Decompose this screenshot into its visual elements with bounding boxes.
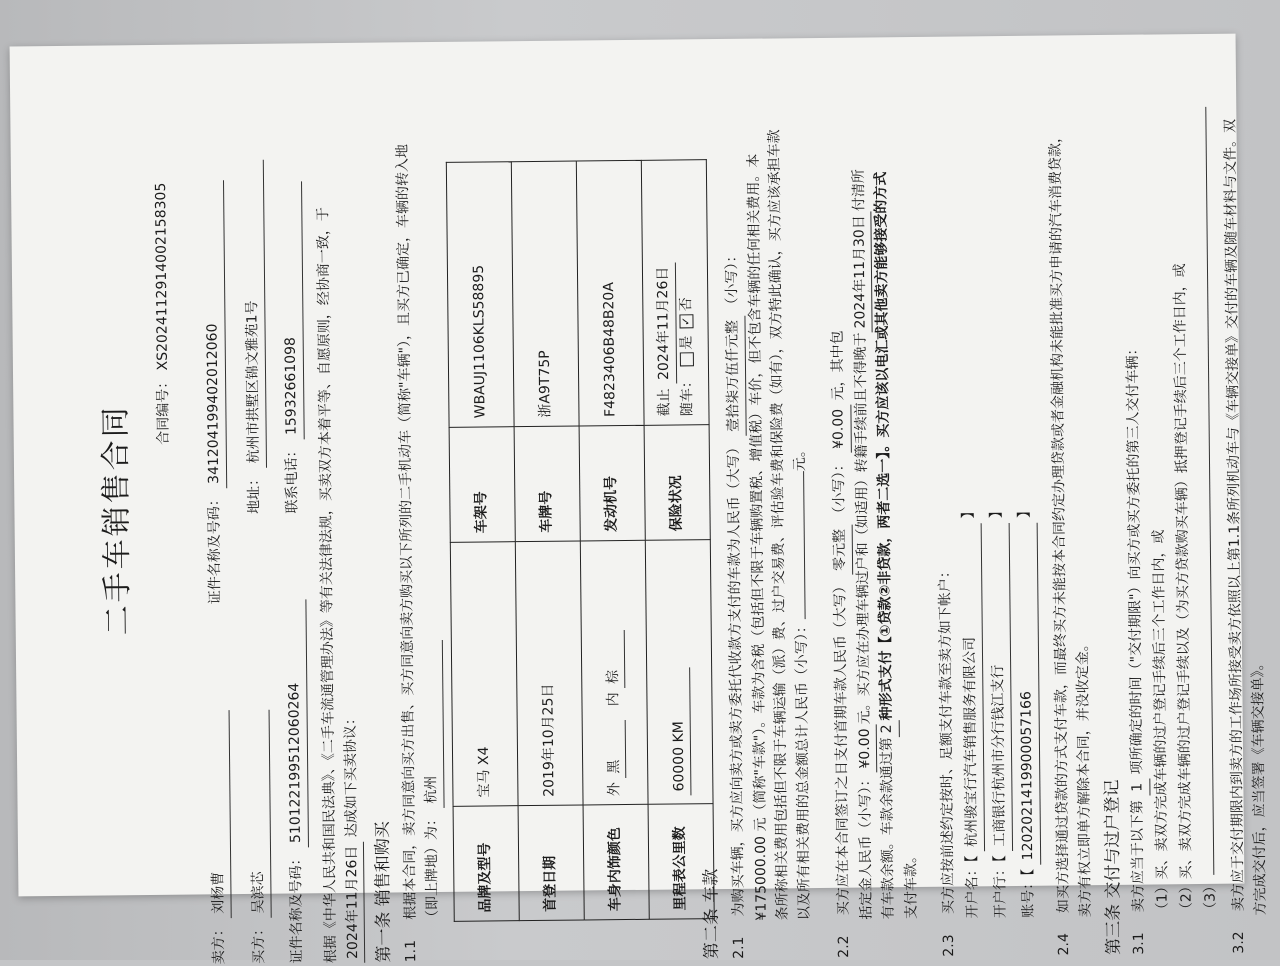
payment-method: 2 bbox=[877, 720, 900, 737]
address-line bbox=[241, 159, 267, 514]
vin-label: 车架号 bbox=[449, 426, 515, 542]
article-1-title: 第一条 销售和购买 bbox=[372, 821, 395, 963]
buyer-id-line bbox=[283, 599, 310, 964]
clause-text: 以及所有相关费用的总金额总计人民币（小写）： bbox=[793, 619, 813, 921]
account-number-label: 账号：【 bbox=[1020, 868, 1037, 918]
clause-text: （小写）： bbox=[830, 457, 848, 521]
vin-value: WBAUJ1106KLS58895 bbox=[446, 162, 514, 427]
account-number-line bbox=[1014, 504, 1041, 918]
vehicle-table bbox=[446, 159, 715, 922]
brand-label: 品牌及型号 bbox=[453, 806, 519, 922]
insurance-value bbox=[641, 160, 709, 425]
delivery-option-2: （2）买、卖双方完成车辆的过户登记手续以及（为买方贷款购买车辆）抵押登记手续后三个工作日内，或 bbox=[1171, 263, 1195, 917]
delivery-option: 1 bbox=[1127, 779, 1150, 796]
bank-label: 开户行：【 bbox=[992, 855, 1009, 919]
bracket: 】 bbox=[1016, 503, 1033, 519]
yes-checkbox bbox=[679, 353, 693, 367]
preamble-text: 根据《中华人民共和国民法典》、《二手车流通管理办法》等有关法律法规，买卖双方本着平等、自愿原则，经协商一致，于 bbox=[315, 207, 340, 964]
option-3-label: （3） bbox=[1202, 878, 1219, 916]
address-value: 杭州市拱墅区锦文雅苑1号 bbox=[241, 159, 267, 467]
buyer-id-value: 510122199512060264 bbox=[283, 599, 308, 847]
interior-color: 棕 bbox=[602, 630, 625, 688]
clause-2-3 bbox=[935, 564, 961, 957]
clause-text: ¥175000.00 元（简称"车款"）。车款为含税（包括但不限于车辆购置税、增值税）车价，但不包含车辆的任何相关费用。本 bbox=[745, 153, 770, 921]
clause-text: 卖方有权立即单方解除本合同，并没收定金。 bbox=[1074, 637, 1094, 918]
clause-text: 项所确定的时间（"交付期限"）向买方或买方委托的第三人交付车辆： bbox=[1124, 341, 1146, 775]
clause-number: 1.1 bbox=[402, 939, 420, 963]
until-label: 截止 bbox=[656, 388, 673, 417]
clause-2-4 bbox=[1045, 75, 1098, 955]
exterior-label: 外 bbox=[605, 782, 623, 797]
buyer-label: 买方： bbox=[250, 921, 268, 964]
preamble-end: 达成如下买卖协议： bbox=[342, 711, 360, 838]
clause-number: 3.2 bbox=[1230, 931, 1248, 954]
exterior-color: 黑 bbox=[603, 720, 626, 778]
clause-3-1 bbox=[1123, 341, 1152, 954]
clause-text: 元。 bbox=[791, 443, 809, 472]
clause-text: （小写）： bbox=[723, 248, 741, 312]
clause-text: 卖方应于交付期限内到卖方的工作场所接受卖方依照以上第1.1条所列机动车与《车辆交接单》交付的车辆及随车材料与文件。双 bbox=[1222, 118, 1247, 912]
no-checkbox-checked: ✓ bbox=[679, 314, 693, 328]
address-label: 地址： bbox=[246, 471, 263, 514]
mileage-number: 60000 KM bbox=[668, 667, 692, 795]
seller-id-line bbox=[201, 180, 228, 605]
with-car-label: 随车： bbox=[678, 374, 695, 417]
buyer-id-label: 证件名称及号码： bbox=[288, 851, 306, 964]
clause-2-1-body bbox=[743, 78, 817, 959]
clause-text: 条所称相关费用包括但不限于车辆运输（派）费、过户交易费、评估验车费和保险费（如有），双方特此确认，买方应该承担车款 bbox=[766, 129, 792, 921]
contract-number-value: XS20241129140021​58305 bbox=[153, 182, 171, 371]
contract-number bbox=[151, 183, 175, 445]
clause-number: 2.2 bbox=[835, 935, 853, 958]
seller-line bbox=[207, 710, 232, 965]
yes-label: 是 bbox=[678, 335, 695, 350]
delivery-option-1: （1）买、卖双方完成车辆的过户登记手续后三个工作日内，或 bbox=[1150, 529, 1171, 917]
price-uppercase: 壹拾柒万伍仟元整 bbox=[722, 316, 746, 436]
bank-value: 工商银行杭州市分行钱江支行 bbox=[987, 523, 1013, 851]
table-row bbox=[446, 162, 519, 922]
table-row bbox=[576, 160, 649, 920]
clause-number: 3.1 bbox=[1130, 932, 1148, 955]
contract-title: 二手车销售合同 bbox=[98, 404, 136, 636]
preamble bbox=[312, 83, 366, 963]
preamble-date: 2024年11月26日 bbox=[342, 842, 366, 963]
clause-text: 如买方选择通过贷款的方式支付车款，而最终买方未能按本合同约定办理贷款或者金融机构未能批准买方申请的汽车消费贷款， bbox=[1047, 128, 1072, 914]
place-label: （即上牌地）为： bbox=[423, 811, 441, 925]
table-row bbox=[511, 161, 584, 921]
color-value bbox=[580, 540, 648, 805]
clause-text: 为购买车辆，买方应向卖方或卖方委托代收款方支付的车款为人民币（大写） bbox=[725, 440, 747, 917]
paper-sheet bbox=[10, 34, 1269, 965]
clause-text: 种形式支付【①贷款②非贷款，两者二选一】。买方应该以电汇或其他卖方能够接受的方式 bbox=[873, 171, 896, 721]
account-name-line bbox=[958, 504, 985, 918]
insurance-with-car bbox=[674, 168, 698, 416]
clause-1-1 bbox=[392, 82, 423, 962]
account-name-value: 杭州骏宝行汽车销售服务有限公司 bbox=[959, 523, 985, 851]
clause-text: 买方应按前述约定按时、足额支付车款至卖方如下帐户： bbox=[937, 564, 957, 915]
seller-id-label: 证件名称及号码： bbox=[206, 492, 224, 605]
seller-id-value: 341204199402012060 bbox=[201, 180, 227, 488]
bracket: 】 bbox=[960, 504, 977, 519]
down-payment-small: ¥0.00 bbox=[828, 405, 851, 453]
deposit-amount: ¥0.00 bbox=[854, 724, 877, 772]
seller-name: 刘杨曹 bbox=[207, 710, 232, 918]
reg-date-label: 首登日期 bbox=[518, 805, 584, 921]
clause-text: 付清所 bbox=[850, 169, 868, 212]
engine-value: F4823406B48B20A bbox=[576, 160, 644, 425]
clause-text: 支付车款。 bbox=[903, 848, 920, 920]
clause-2-1 bbox=[720, 78, 817, 959]
phone-label: 联系电话： bbox=[283, 443, 301, 514]
buyer-name: 吴滨芯 bbox=[247, 709, 272, 917]
clause-text: 括定金人民币（小写）： bbox=[856, 772, 875, 920]
clause-text: 方完成交付后，应当签署《车辆交接单》。 bbox=[1249, 656, 1269, 916]
insurance-until bbox=[652, 168, 677, 416]
clause-text: 根据本合同，卖方同意向买方出售、买方同意向卖方购买以下所列的二手机动车（简称"车辆"），且买方已确定，车辆的转入地 bbox=[394, 143, 419, 920]
place-value: 杭州 bbox=[420, 639, 444, 807]
account-name-label: 开户名：【 bbox=[964, 855, 981, 919]
clause-number: 2.3 bbox=[940, 934, 958, 957]
clause-text: 卖方应当于以下第 bbox=[1129, 800, 1147, 913]
clause-text: 买方应在本合同签订之日支付首期车款人民币（大写） bbox=[832, 579, 852, 916]
clause-text: 元，其中包 bbox=[829, 330, 847, 401]
insurance-label: 保险状况 bbox=[644, 424, 710, 540]
clause-number: 2.1 bbox=[730, 936, 748, 959]
seller-label: 卖方： bbox=[210, 922, 228, 965]
clause-3-2 bbox=[1220, 73, 1273, 953]
clause-text: 元。买方应在办理车辆过户和（如适用）转籍手续前且不得晚于 bbox=[852, 332, 873, 725]
account-number-value: 1202021419900057166 bbox=[1015, 522, 1041, 864]
clause-2-2 bbox=[825, 77, 924, 958]
plate-value: 浙A9T75P bbox=[511, 161, 579, 426]
phone-value: 15932661098 bbox=[279, 181, 304, 439]
color-label: 车身内饰颜色 bbox=[583, 804, 649, 920]
mileage-value bbox=[645, 539, 713, 804]
clause-number: 2.4 bbox=[1055, 933, 1073, 956]
payoff-date: 2024年11月30日 bbox=[849, 211, 873, 332]
until-date: 2024年11月26日 bbox=[653, 263, 677, 384]
interior-label: 内 bbox=[605, 692, 622, 707]
clause-text: 有车款余额。车款余款通过第 bbox=[879, 737, 898, 920]
contract-number-label: 合同编号： bbox=[155, 374, 172, 445]
table-row bbox=[641, 160, 714, 920]
article-3-title: 第三条 交付与过户登记 bbox=[1102, 779, 1125, 956]
mileage-label: 里程表公里数 bbox=[648, 804, 714, 920]
clause-1-1-place bbox=[420, 639, 446, 924]
brand-value: 宝马 X4 bbox=[450, 541, 518, 806]
no-label: 否 bbox=[677, 297, 694, 312]
article-2-title: 第二条 车款 bbox=[701, 868, 723, 960]
down-payment-upper: 零元整 bbox=[830, 525, 853, 575]
contract-document bbox=[50, 73, 1269, 966]
bank-line bbox=[986, 504, 1013, 918]
clause-2-2-body bbox=[848, 77, 924, 958]
buyer-line bbox=[247, 709, 272, 964]
phone-line bbox=[279, 181, 305, 514]
bracket: 】 bbox=[988, 504, 1005, 519]
engine-label: 发动机号 bbox=[579, 425, 645, 541]
plate-label: 车牌号 bbox=[514, 426, 580, 542]
reg-date-value: 2019年10月25日 bbox=[515, 541, 583, 806]
